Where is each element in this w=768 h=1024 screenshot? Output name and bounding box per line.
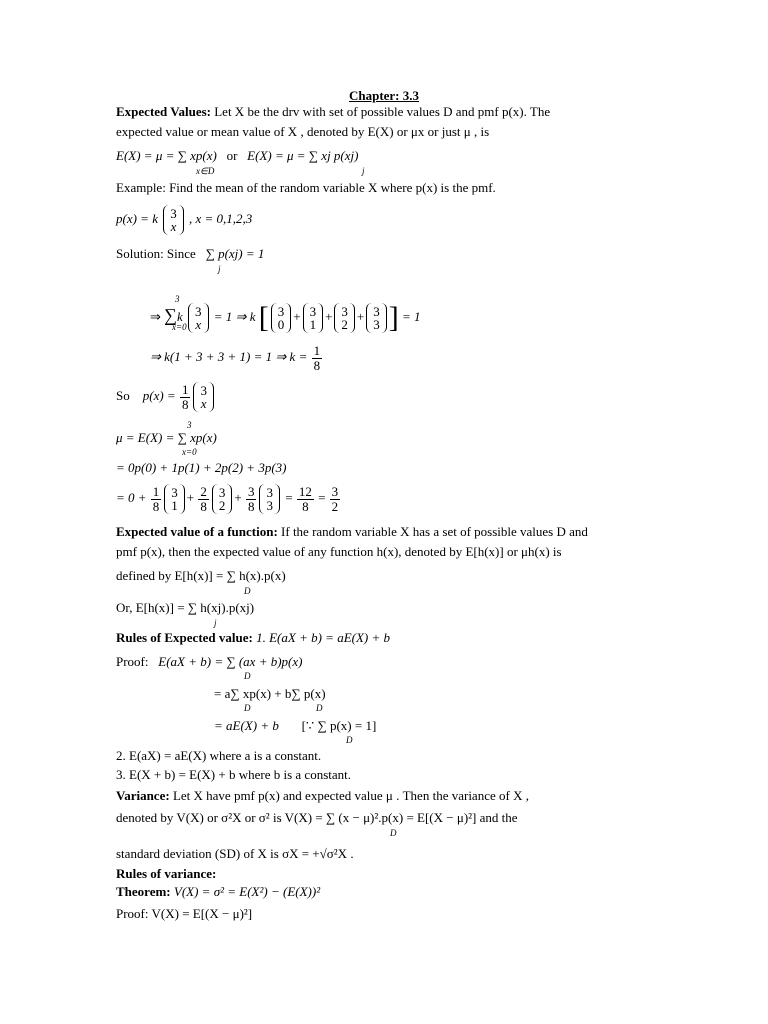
pmf-lhs: p(x) = k [116,211,158,226]
solution-subscript: j [218,264,221,274]
step1-eq: = 1 ⇒ k [213,309,256,324]
variance-line-1 [116,788,529,804]
rules-heading: Rules of Expected value: [116,630,253,645]
fraction-numerator: 1 [313,342,321,358]
binomial-coefficient: 3 x [163,205,184,235]
expected-values-text-2: expected value or mean value of X , denoted by E(X) or μx or just μ , is [116,124,490,139]
variance-heading: Variance: [116,788,170,803]
function-ev-text-2: pmf p(x), then the expected value of any function h(x), denoted by E[h(x)] or μh(x) is [116,544,562,559]
expected-values-line-1 [116,104,550,120]
proof-line-3 [214,718,376,734]
binomial-coefficient: 3 x [188,303,209,333]
chapter-title: Chapter: 3.3 [348,88,420,103]
theorem-proof: Proof: V(X) = E[(X − μ)²] [116,906,253,921]
proof-subscript-2: D [244,703,251,713]
fraction: $\frac{1}{8}$ [152,483,160,514]
binomial-coefficient: 3 2 [334,303,355,333]
so-expr: p(x) = [142,388,176,403]
proof-step-2: = a∑ xp(x) + b∑ p(x) [214,686,326,701]
solution-expr: ∑ p(xj) = 1 [205,246,265,261]
function-ev-text-3: defined by E[h(x)] = ∑ h(x).p(x) [116,568,286,583]
rules-variance-heading-text: Rules of variance: [116,866,217,881]
theorem-line [116,884,320,900]
pmf-domain: , x = 0,1,2,3 [188,211,253,226]
step1-tail: = 1 [402,309,421,324]
mean-formula-subscript-2: j [362,166,365,176]
step1-sum-top: 3 [175,294,180,304]
function-ev-text-4: Or, E[h(x)] = ∑ h(xj).p(xj) [116,600,255,615]
mean-formula-rhs: E(X) = μ = ∑ xj p(xj) [247,148,359,163]
fraction: $\frac{3}{8}$ [247,483,255,514]
rule-3: 3. E(X + b) = E(X) + b where b is a constant. [116,767,351,782]
pmf-definition [116,202,252,236]
function-ev-text-1: If the random variable X has a set of possible values D and [281,524,588,539]
rule-2: 2. E(aX) = aE(X) where a is a constant. [116,748,322,763]
variance-text-2: denoted by V(X) or σ²X or σ² is V(X) = ∑ (x − μ)².p(x) = E[(X − μ)²] and the [116,810,518,825]
function-ev-line-1 [116,524,588,540]
step1-prefix: ⇒ [150,309,161,324]
solution-text: Solution: Since [116,246,196,261]
rules-variance-heading [116,866,216,882]
mean-line-3-prefix: = 0 + [116,490,147,505]
proof-note: [∵ ∑ p(x) = 1] [301,718,377,733]
step2-equation [150,342,323,373]
proof-line-1 [116,654,302,670]
variance-text-1: Let X have pmf p(x) and expected value μ . Then the variance of X , [172,788,529,803]
proof-label: Proof: [116,654,149,669]
variance-subscript: D [390,828,397,838]
fraction [312,344,323,373]
binomial-coefficient: 3 1 [303,303,324,333]
binomial-coefficient: 3 2 [212,484,233,514]
binomial-coefficient: 3 1 [164,484,185,514]
rule-1: 1. E(aX + b) = aE(X) + b [256,630,391,645]
solution-line [116,246,264,262]
fraction-denominator: 8 [181,396,189,412]
theorem-label: Theorem: [116,884,171,899]
step1-sum-bottom: x=0 [172,322,187,332]
fraction: $\frac{12}{8}$ [298,483,312,514]
mean-formula-lhs: E(X) = μ = ∑ xp(x) [116,148,217,163]
theorem-expr: V(X) = σ² = E(X²) − (E(X))² [173,884,321,899]
function-ev-heading: Expected value of a function: [116,524,278,539]
proof-subscript-3: D [316,703,323,713]
mean-formula [116,148,358,164]
mean-line-2 [116,460,286,476]
fraction [180,383,191,412]
function-ev-subscript-3: D [244,586,251,596]
expected-values-heading: Expected Values: [116,104,211,119]
fraction-numerator: 1 [181,381,189,397]
proof-step-3: = aE(X) + b [214,718,279,733]
mean-line-1-text: μ = E(X) = ∑ xp(x) [116,430,217,445]
fraction-denominator: 8 [313,357,321,373]
binomial-coefficient: 3 x [193,382,214,412]
proof-subscript-4: D [346,735,353,745]
mean-line-3: = 0 + $\frac{1}{8}$ 3 1 + $\frac{2}{8}$ 3 2 + $\frac{3}{8}$ 3 3 = $\frac{12}{8}$ = $\frac{3}{2}$ [116,483,339,514]
mean-line-1 [116,430,217,446]
step1-equation: ⇒ ∑k 3 x = 1 ⇒ k [ 3 0 + 3 1 + 3 2 + 3 3 ] = 1 [150,301,421,335]
expected-values-text-1: Let X be the drv with set of possible values D and pmf p(x). The [214,104,551,119]
binomial-coefficient: 3 3 [366,303,387,333]
mean-sum-top: 3 [187,420,192,430]
mean-line-2-text: = 0p(0) + 1p(1) + 2p(2) + 3p(3) [116,460,287,475]
variance-text-3: standard deviation (SD) of X is σX = +√σ²X . [116,846,354,861]
rules-line [116,630,390,646]
fraction: $\frac{3}{2}$ [331,483,339,514]
mean-sum-bottom: x=0 [182,447,197,457]
function-ev-subscript-4: j [214,618,217,628]
example-text: Example: Find the mean of the random variable X where p(x) is the pmf. [116,180,496,195]
binomial-coefficient: 3 3 [259,484,280,514]
proof-step-1: E(aX + b) = ∑ (ax + b)p(x) [158,654,303,669]
so-label: So [116,388,130,403]
mean-formula-subscript-1: x∈D [196,166,215,176]
proof-subscript-1: D [244,671,251,681]
step2-expr: ⇒ k(1 + 3 + 3 + 1) = 1 ⇒ k = [150,349,308,364]
mean-formula-or: or [226,148,238,163]
fraction: $\frac{2}{8}$ [200,483,207,514]
so-line [116,378,216,414]
binomial-coefficient: 3 0 [271,303,292,333]
